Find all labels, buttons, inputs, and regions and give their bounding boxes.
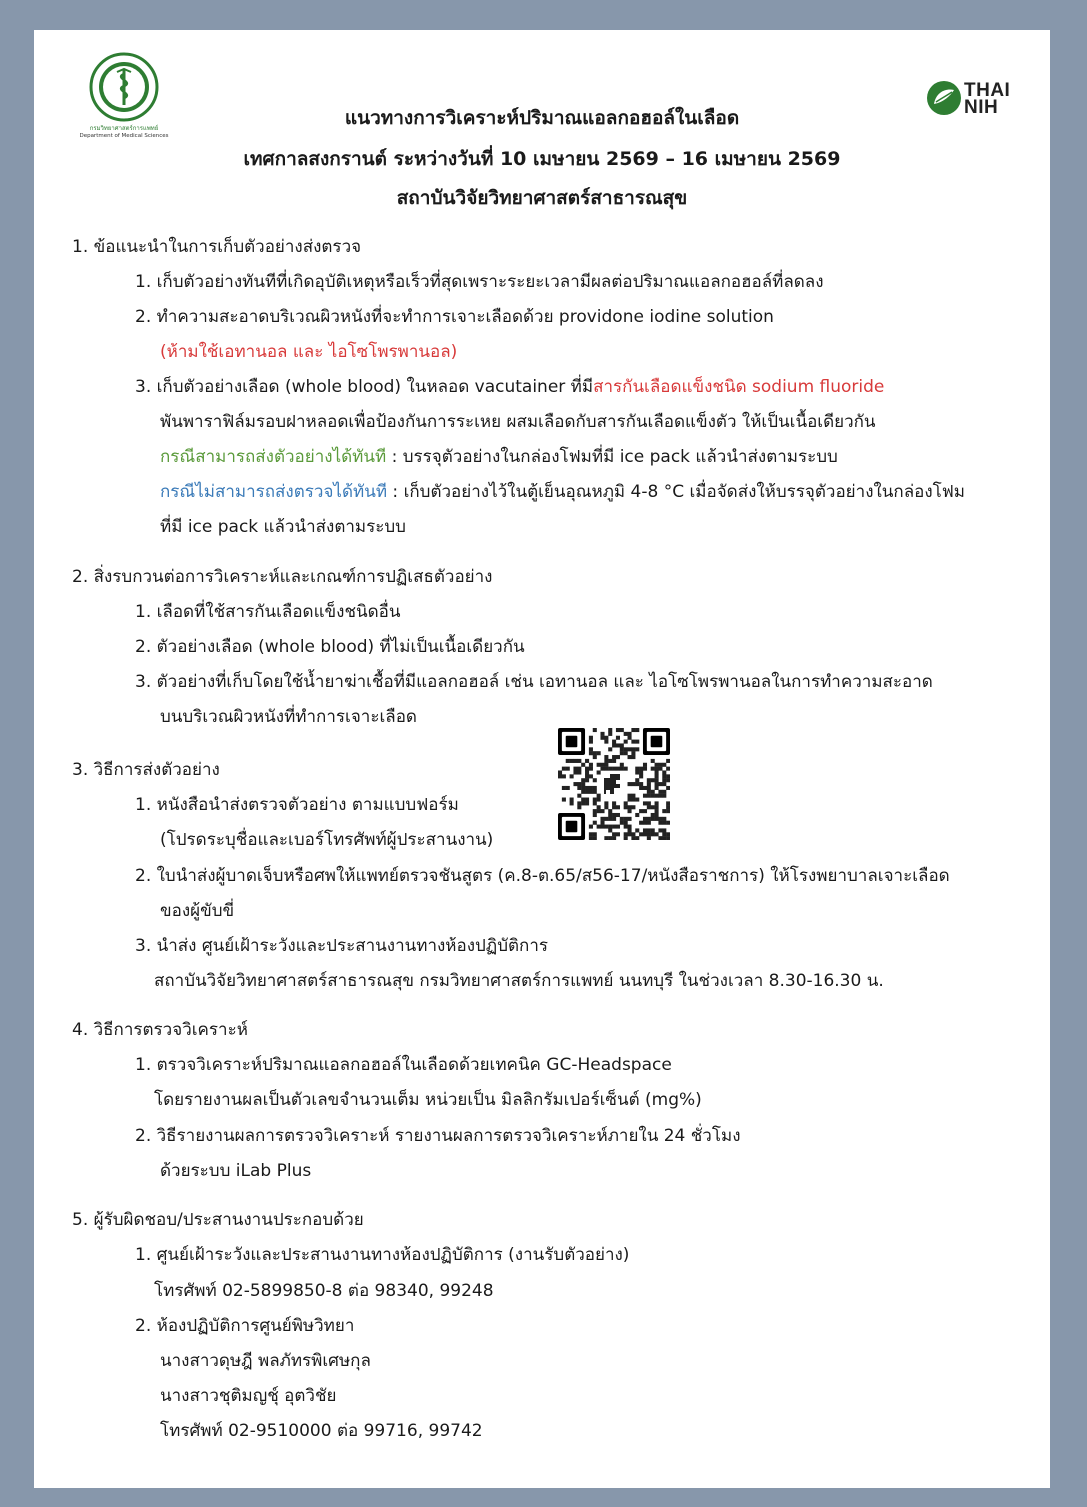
s1-item-2: 2. ทำความสะอาดบริเวณผิวหนังที่จะทำการเจาะเลือดด้วย providone iodine solution bbox=[135, 307, 774, 327]
s1-item-2-warning: (ห้ามใช้เอทานอล และ ไอโซโพรพานอล) bbox=[160, 342, 458, 362]
logo-caption-en: Department of Medical Sciences bbox=[79, 133, 169, 139]
case-immediate-label: กรณีสามารถส่งตัวอย่างได้ทันที bbox=[160, 447, 387, 467]
s1-item-3-case-delayed bbox=[160, 480, 965, 504]
case-delayed-text: : เก็บตัวอย่างไว้ในตู้เย็นอุณหภูมิ 4-8 °C เมื่อจัดส่งให้บรรจุตัวอย่างในกล่องโฟม bbox=[387, 482, 966, 502]
title-line-1: แนวทางการวิเคราะห์ปริมาณแอลกอฮอล์ในเลือด bbox=[344, 107, 740, 129]
logo-caption-th: กรมวิทยาศาสตร์การแพทย์ bbox=[89, 125, 159, 132]
section-5-heading: 5. ผู้รับผิดชอบ/ประสานงานประกอบด้วย bbox=[72, 1210, 364, 1230]
s5-item-1: 1. ศูนย์เฝ้าระวังและประสานงานทางห้องปฏิบัติการ (งานรับตัวอย่าง) bbox=[135, 1245, 630, 1265]
section-3-heading: 3. วิธีการส่งตัวอย่าง bbox=[72, 760, 220, 780]
qr-code[interactable] bbox=[558, 728, 670, 840]
s3-item-1: 1. หนังสือนำส่งตรวจตัวอย่าง ตามแบบฟอร์ม bbox=[135, 795, 459, 815]
s4-item-2: 2. วิธีรายงานผลการตรวจวิเคราะห์ รายงานผลการตรวจวิเคราะห์ภายใน 24 ชั่วโมง bbox=[135, 1126, 741, 1146]
thai-text: THAI bbox=[964, 80, 1011, 101]
s1-item-3-line-2: พันพาราฟิล์มรอบฝาหลอดเพื่อป้องกันการระเหย ผสมเลือดกับสารกันเลือดแข็งตัว ให้เป็นเนื้อเดียวกัน bbox=[160, 412, 876, 432]
s3-item-3-line-2: สถาบันวิจัยวิทยาศาสตร์สาธารณสุข กรมวิทยาศาสตร์การแพทย์ นนทบุรี ในช่วงเวลา 8.30-16.30 น. bbox=[154, 971, 884, 991]
s4-item-1-line-2: โดยรายงานผลเป็นตัวเลขจำนวนเต็ม หน่วยเป็น มิลลิกรัมเปอร์เซ็นต์ (mg%) bbox=[154, 1090, 702, 1110]
s1-item-3 bbox=[135, 375, 884, 399]
s4-item-1: 1. ตรวจวิเคราะห์ปริมาณแอลกอฮอล์ในเลือดด้วยเทคนิค GC-Headspace bbox=[135, 1055, 672, 1075]
s3-item-3: 3. นำส่ง ศูนย์เฝ้าระวังและประสานงานทางห้องปฏิบัติการ bbox=[135, 936, 549, 956]
s2-item-3-line-2: บนบริเวณผิวหนังที่ทำการเจาะเลือด bbox=[160, 707, 417, 727]
title-line-2: เทศกาลสงกรานต์ ระหว่างวันที่ 10 เมษายน 2569 – 16 เมษายน 2569 bbox=[243, 148, 841, 170]
s1-item-3-anticoagulant: สารกันเลือดแข็งชนิด sodium fluoride bbox=[593, 377, 885, 397]
section-2-heading: 2. สิ่งรบกวนต่อการวิเคราะห์และเกณฑ์การปฏิเสธตัวอย่าง bbox=[72, 567, 493, 587]
case-delayed-label: กรณีไม่สามารถส่งตรวจได้ทันที bbox=[160, 482, 388, 502]
s5-item-2-phone: โทรศัพท์ 02-9510000 ต่อ 99716, 99742 bbox=[160, 1421, 483, 1441]
s3-item-1-line-2: (โปรดระบุชื่อและเบอร์โทรศัพท์ผู้ประสานงาน) bbox=[160, 830, 494, 850]
title-line-3: สถาบันวิจัยวิทยาศาสตร์สาธารณสุข bbox=[396, 187, 688, 209]
s4-item-2-line-2: ด้วยระบบ iLab Plus bbox=[160, 1161, 312, 1181]
document-page bbox=[34, 30, 1050, 1488]
s5-item-1-phone: โทรศัพท์ 02-5899850-8 ต่อ 98340, 99248 bbox=[154, 1281, 494, 1301]
s1-item-3-line-5: ที่มี ice pack แล้วนำส่งตามระบบ bbox=[160, 517, 406, 537]
s5-contact-1: นางสาวดุษฎี พลภัทรพิเศษกุล bbox=[160, 1351, 371, 1371]
s2-item-1: 1. เลือดที่ใช้สารกันเลือดแข็งชนิดอื่น bbox=[135, 602, 401, 622]
s1-item-3-case-immediate bbox=[160, 445, 838, 469]
section-4-heading: 4. วิธีการตรวจวิเคราะห์ bbox=[72, 1020, 248, 1040]
qr-code-icon bbox=[558, 728, 670, 840]
nih-text: NIH bbox=[964, 97, 999, 118]
case-immediate-text: : บรรจุตัวอย่างในกล่องโฟมที่มี ice pack แล้วนำส่งตามระบบ bbox=[386, 447, 838, 467]
s2-item-2: 2. ตัวอย่างเลือด (whole blood) ที่ไม่เป็นเนื้อเดียวกัน bbox=[135, 637, 525, 657]
section-1-heading: 1. ข้อแนะนำในการเก็บตัวอย่างส่งตรวจ bbox=[72, 237, 362, 257]
s1-item-1: 1. เก็บตัวอย่างทันทีที่เกิดอุบัติเหตุหรือเร็วที่สุดเพราะระยะเวลามีผลต่อปริมาณแอลกอฮอล์ที่ลดลง bbox=[135, 272, 824, 292]
s1-item-3-text: 3. เก็บตัวอย่างเลือด (whole blood) ในหลอด vacutainer ที่มี bbox=[135, 377, 594, 397]
s3-item-2: 2. ใบนำส่งผู้บาดเจ็บหรือศพให้แพทย์ตรวจชันสูตร (ค.8-ต.65/ส56-17/หนังสือราชการ) ให้โรงพยาบาลเจาะเลือด bbox=[135, 866, 950, 886]
s2-item-3: 3. ตัวอย่างที่เก็บโดยใช้น้ำยาฆ่าเชื้อที่มีแอลกอฮอล์ เช่น เอทานอล และ ไอโซโพรพานอลในการทำความสะอาด bbox=[135, 672, 933, 692]
s5-item-2: 2. ห้องปฏิบัติการศูนย์พิษวิทยา bbox=[135, 1316, 355, 1336]
s3-item-2-line-2: ของผู้ขับขี่ bbox=[160, 901, 235, 921]
s5-contact-2: นางสาวชุติมญชุ์ อุตวิชัย bbox=[160, 1386, 337, 1406]
